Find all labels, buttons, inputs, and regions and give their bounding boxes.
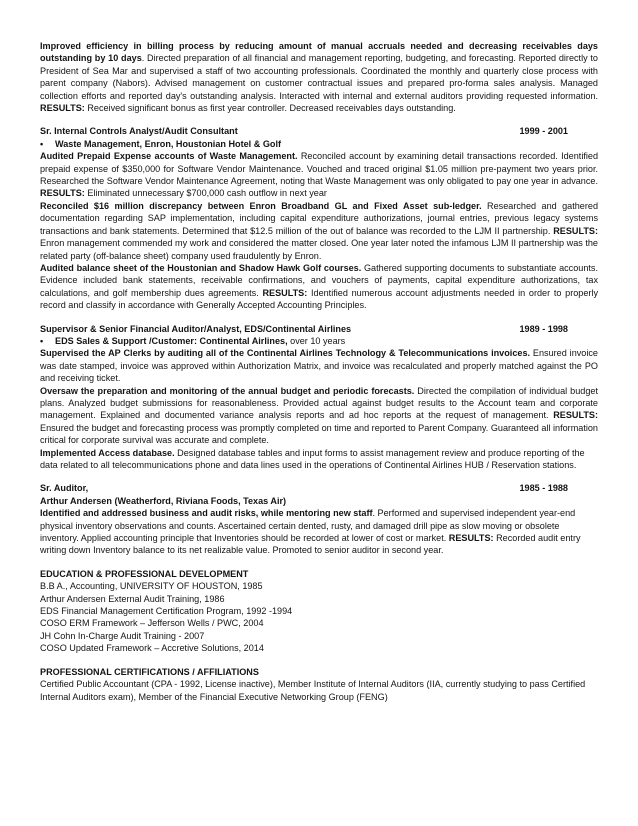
- job-dates: 1999 - 2001: [519, 126, 568, 137]
- job-paragraph: Reconciled $16 million discrepancy between Enron Broadband GL and Fixed Asset sub-ledger. Researched and gathered documentation regarding SAP implementation, including capital expenditure authorizations, journal entries, previous legacy systems transactions and bank statements. Determined that $12.5 million of the out of balance was recorded to the LJM II partnership. RESULTS: Enron management commended my work and considered the matter closed. One year later noted the infamous LJM II partnership was the related party (off-balance sheet) company used fraudulently by Enron.: [40, 200, 599, 261]
- education-item: EDS Financial Management Certification Program, 1992 -1994: [40, 606, 293, 617]
- intro-paragraph: Improved efficiency in billing process by reducing amount of manual accruals needed and decreasing receivables days outstanding by 10 days. Directed preparation of all financial and management reporting, budgeting, and forecasting. Reported directly to President of Sea Mar and supervised a staff of two accounting professionals. Coordinated the monthly and quarterly close process with parent company (Nabors). Advised management on customer contractual issues and prepared pro-forma sales analysis. Managed collection efforts and reported day's outstanding analysis. Interacted with internal and external auditors providing requested information. RESULTS: Received significant bonus as first year controller. Decreased receivables days outstanding.: [40, 41, 598, 114]
- job-header-eds: [40, 323, 598, 335]
- job-paragraph: Audited Prepaid Expense accounts of Waste Management. Reconciled account by examining detail transactions recorded. Identified prepaid expense of $350,000 for Software Vendor Maintenance. Vouched and traced original $1.05 million pre-payment two years prior. Researched the Software Vendor Maintenance Agreement, noting that Waste Management was only obligated to pay one year in advance. RESULTS: Eliminated unnecessary $700,000 cash outflow in next year: [40, 151, 599, 199]
- education-item: B.B A., Accounting, UNIVERSITY OF HOUSTON, 1985: [40, 581, 263, 592]
- education-item: COSO ERM Framework – Jefferson Wells / PWC, 2004: [40, 618, 264, 629]
- education-heading: EDUCATION & PROFESSIONAL DEVELOPMENT: [40, 568, 249, 579]
- job-dates: 1989 - 1998: [519, 323, 568, 334]
- bullet-icon: •: [40, 335, 44, 346]
- job-paragraph: Supervised the AP Clerks by auditing all of the Continental Airlines Technology & Telecommunications invoices. Ensured invoice was date stamped, invoice was approved within Authorization Matrix, and invoice was recalculated and properly matched against the PO and receiving ticket.: [40, 348, 598, 384]
- job-paragraph: Oversaw the preparation and monitoring of the annual budget and periodic forecasts. Directed the compilation of individual budget plans. Analyzed budget submissions for reasonableness. Provided actual against budget results to the Account team and corporate management. Explained and documented variance analysis reports and ad hoc reports at the request of management. RESULTS: Ensured the budget and forecasting process was promptly completed on time and reported to Parent Company. Guaranteed all information critical for corporate survival was accurate and complete.: [40, 385, 598, 446]
- certifications-text: Certified Public Accountant (CPA - 1992, License inactive), Member Institute of Internal Auditors (IIA, currently studying to pass Certified Internal Auditors exam), Member of the Financial Executive Networking Group (FENG): [40, 679, 586, 702]
- job-paragraph: Audited balance sheet of the Houstonian and Shadow Hawk Golf courses. Gathered supporting documents to substantiate accounts. Evidence included bank statements, receivable confirmations, and vouchers of payments, capital expenditure authorizations, tax calculations, and golf membership dues agreements. RESULTS: Identified numerous account adjustments needed in order to properly record and classify in accordance with Generally Accepted Accounting Principles.: [40, 262, 598, 311]
- results-label: RESULTS:: [40, 103, 85, 114]
- education-list: [40, 580, 598, 654]
- education-item: Arthur Andersen External Audit Training, 1986: [40, 593, 225, 604]
- job-title: Sr. Auditor,: [40, 483, 89, 494]
- bullet-icon: •: [40, 138, 44, 149]
- education-item: JH Cohn In-Charge Audit Training - 2007: [40, 630, 205, 641]
- job-dates: 1985 - 1988: [519, 483, 568, 494]
- certifications-heading: PROFESSIONAL CERTIFICATIONS / AFFILIATIONS: [40, 666, 259, 677]
- job-title: Sr. Internal Controls Analyst/Audit Consultant: [40, 126, 238, 137]
- job-header-andersen: [40, 482, 598, 494]
- intro-highlight: Improved efficiency in billing process by reducing amount of manual accruals needed and decreasing receivables days outstanding by 10 days: [40, 41, 598, 64]
- company-bullet: • EDS Sales & Support /Customer: Continental Airlines, over 10 years: [40, 335, 346, 346]
- job-title: Supervisor & Senior Financial Auditor/Analyst, EDS/Continental Airlines: [40, 323, 352, 334]
- education-item: COSO Updated Framework – Accretive Solutions, 2014: [40, 643, 264, 654]
- job-header-enron: [40, 125, 598, 137]
- company-name: Arthur Andersen (Weatherford, Riviana Foods, Texas Air): [40, 495, 287, 506]
- job-paragraph: Identified and addressed business and audit risks, while mentoring new staff. Performed and supervised independent year-end physical inventory observations and counts. Ascertained certain dented, rusty, and damaged drill pipe as slow moving or obsolete inventory. Applied accounting principle that Inventories should be recorded at lower of cost or market. RESULTS: Recorded audit entry writing down Inventory balance to its net realizable value. Promoted to senior auditor in second year.: [40, 508, 581, 556]
- company-bullet: • Waste Management, Enron, Houstonian Hotel & Golf: [40, 138, 282, 149]
- job-paragraph: Implemented Access database. Designed database tables and input forms to assist management review and produce reporting of the data related to all telecommunications phone and data lines used in the operations of Continental Airlines HUB / Reservation stations.: [40, 447, 585, 470]
